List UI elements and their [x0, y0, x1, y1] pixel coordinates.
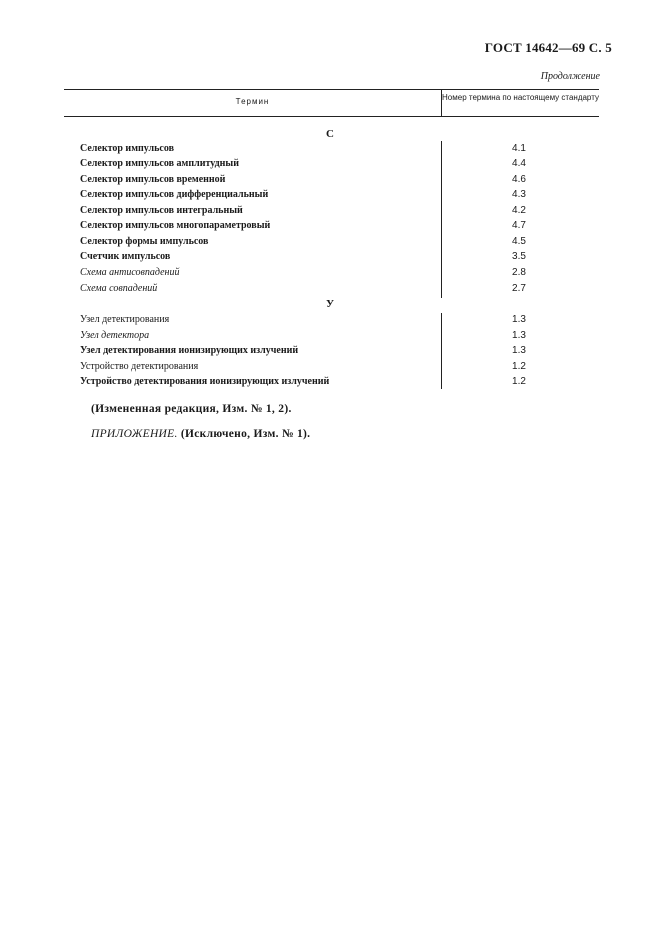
appendix-note — [91, 428, 310, 440]
term-number: 4.2 — [512, 205, 526, 216]
term-text: Селектор импульсов временной — [80, 174, 226, 185]
section-letter-s: С — [326, 128, 334, 140]
appendix-text: (Исключено, Изм. № 1). — [180, 428, 311, 440]
term-number: 4.3 — [512, 189, 526, 200]
column-header-term: Термин — [235, 97, 270, 106]
table-row — [80, 283, 600, 298]
table-row — [80, 143, 600, 158]
term-text: Схема совпадений — [80, 283, 158, 294]
term-number: 1.3 — [512, 330, 526, 341]
term-number: 4.6 — [512, 174, 526, 185]
term-number: 4.7 — [512, 220, 526, 231]
table-row — [80, 205, 600, 220]
continued-label: Продолжение — [540, 71, 600, 82]
table-row — [80, 345, 600, 360]
term-text: Устройство детектирования — [80, 361, 199, 372]
table-row — [80, 174, 600, 189]
column-header-number: Номер термина по настоящему стандарту — [442, 93, 599, 102]
term-number: 3.5 — [512, 251, 526, 262]
term-text: Схема антисовпадений — [80, 267, 180, 278]
table-row — [80, 330, 600, 345]
table-row — [80, 314, 600, 329]
term-number: 4.5 — [512, 236, 526, 247]
table-row — [80, 189, 600, 204]
term-number: 4.1 — [512, 143, 526, 154]
term-number: 2.7 — [512, 283, 526, 294]
term-text: Узел детектора — [80, 330, 150, 341]
term-text: Узел детектирования — [80, 314, 170, 325]
term-text: Селектор формы импульсов — [80, 236, 209, 247]
term-number: 1.3 — [512, 314, 526, 325]
table-header-rule — [64, 116, 599, 117]
document-reference: ГОСТ 14642—69 С. 5 — [484, 40, 612, 55]
term-text: Селектор импульсов амплитудный — [80, 158, 239, 169]
term-number: 4.4 — [512, 158, 526, 169]
table-row — [80, 220, 600, 235]
table-row — [80, 158, 600, 173]
appendix-label: ПРИЛОЖЕНИЕ. — [91, 428, 178, 440]
table-top-rule — [64, 89, 599, 90]
term-text: Узел детектирования ионизирующих излучений — [80, 345, 299, 356]
table-row — [80, 361, 600, 376]
term-text: Устройство детектирования ионизирующих излучений — [80, 376, 330, 387]
term-text: Селектор импульсов дифференциальный — [80, 189, 269, 200]
term-text: Счетчик импульсов — [80, 251, 171, 262]
table-row — [80, 267, 600, 282]
term-text: Селектор импульсов — [80, 143, 175, 154]
term-number: 1.3 — [512, 345, 526, 356]
table-row — [80, 236, 600, 251]
table-row — [80, 376, 600, 391]
term-number: 1.2 — [512, 361, 526, 372]
term-text: Селектор импульсов интегральный — [80, 205, 243, 216]
amendment-note: (Измененная редакция, Изм. № 1, 2). — [91, 403, 292, 415]
table-row — [80, 251, 600, 266]
term-number: 2.8 — [512, 267, 526, 278]
term-text: Селектор импульсов многопараметровый — [80, 220, 271, 231]
section-letter-u: У — [325, 298, 335, 310]
term-number: 1.2 — [512, 376, 526, 387]
